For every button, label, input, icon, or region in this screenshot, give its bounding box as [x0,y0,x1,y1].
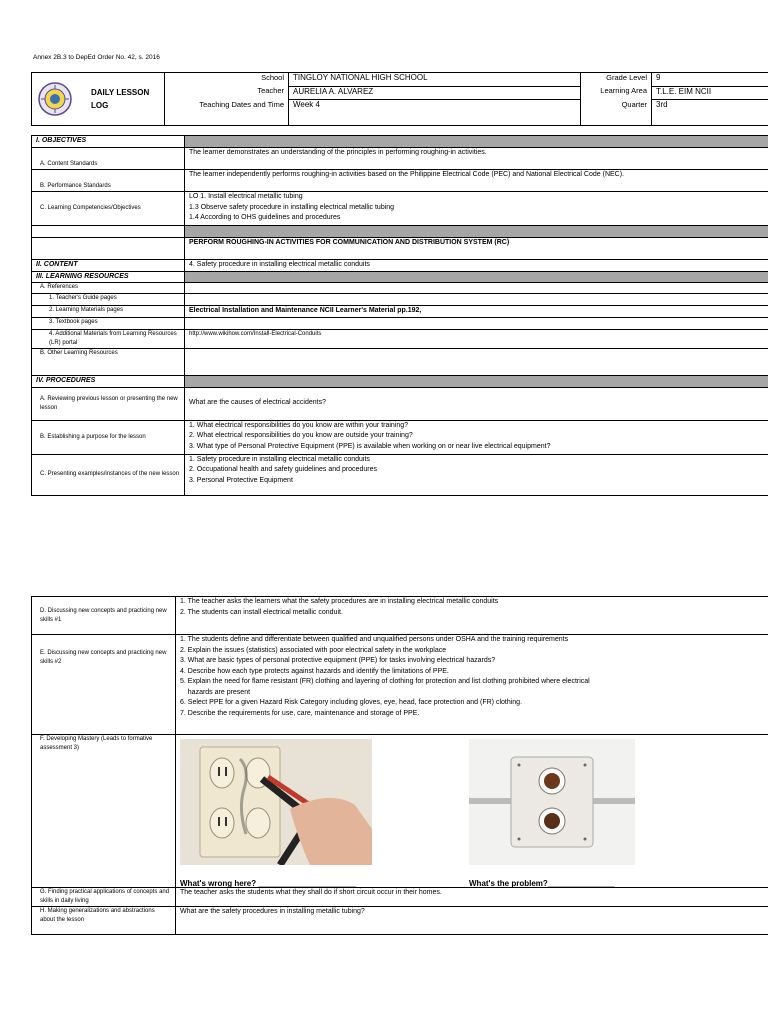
procedure-e-line: 5. Explain the need for flame resistant (FR) clothing and layering of clothing for protection and list clothing prohibited where electrical [180,678,590,685]
competency-code: PERFORM ROUGHING-IN ACTIVITIES FOR COMMUNICATION AND DISTRIBUTION SYSTEM (RC) [185,238,768,260]
content-heading: II. CONTENT [32,260,185,272]
procedure-c-line: 1. Safety procedure in installing electrical metallic conduits [189,455,370,463]
procedure-b-value [185,420,768,454]
learning-area-value: T.L.E. EIM NCII [652,86,768,100]
references-value [185,282,768,293]
quarter-label: Quarter [581,100,652,126]
procedure-d-line: 1. The teacher asks the learners what the safety procedures are in installing electrical metallic conduits [180,598,499,605]
procedure-e-line: 7. Describe the requirements for use, care, maintenance and storage of PPE. [180,709,420,717]
annex-reference: Annex 2B.3 to DepEd Order No. 42, s. 2016 [33,54,160,61]
competencies-value [185,192,768,226]
quarter-value: 3rd [652,100,768,126]
learning-materials-label: 2. Learning Materials pages [32,305,185,317]
procedure-d-label: D. Discussing new concepts and practicing new skills #1 [32,597,176,635]
procedure-e-line: hazards are present [180,688,251,696]
learning-materials-value: Electrical Installation and Maintenance NCII Learner's Material pp.192, [185,305,768,317]
procedure-h-value: What are the safety procedures in installing metallic tubing? [176,907,768,935]
textbook-value [185,317,768,329]
gray-band [185,271,768,282]
dates-value: Week 4 [289,100,581,126]
learning-resources-heading: III. LEARNING RESOURCES [32,271,185,282]
objectives-heading: I. OBJECTIVES [32,136,185,148]
procedure-c-line: 3. Personal Protective Equipment [189,476,293,484]
procedure-c-label: C. Presenting examples/instances of the new lesson [32,454,185,495]
header-table [31,72,768,126]
grade-value: 9 [652,73,768,87]
teacher-value: AURELIA A. ALVAREZ [289,86,581,100]
procedure-e-line: 3. What are basic types of personal protective equipment (PPE) for tasks involving electrical hazards? [180,657,496,664]
procedures-heading: IV. PROCEDURES [32,375,185,387]
procedure-b-line: 2. What electrical responsibilities do you know are outside your training? [189,432,413,439]
procedure-b-line: 1. What electrical responsibilities do you know are within your training? [189,421,409,429]
school-label: School [165,73,289,87]
other-resources-label: B. Other Learning Resources [32,348,185,375]
references-label: A. References [32,282,185,293]
performance-standards-label: B. Performance Standards [32,170,185,192]
procedure-b-label: B. Establishing a purpose for the lesson [32,420,185,454]
lesson-table-part2 [31,596,768,935]
school-value: TINGLOY NATIONAL HIGH SCHOOL [289,73,581,87]
learning-area-label: Learning Area [600,86,647,96]
header-title-cell [32,73,165,126]
content-standards-label: A. Content Standards [32,148,185,170]
blank-cell [32,226,185,238]
procedure-f-value [176,735,768,888]
additional-materials-label: 4. Additional Materials from Learning Resources (LR) portal [32,329,185,348]
competencies-label: C. Learning Competencies/Objectives [32,192,185,226]
procedure-c-value [185,454,768,495]
competency-line: 1.3 Observe safety procedure in installing electrical metallic tubing [189,203,395,211]
textbook-label: 3. Textbook pages [32,317,185,329]
gray-band [185,375,768,387]
procedure-e-value [176,635,768,735]
procedure-e-line: 6. Select PPE for a given Hazard Risk Category including gloves, eye, head, face protection and (FR) clothing. [180,699,523,706]
other-resources-value [185,348,768,375]
procedure-e-line: 2. Explain the issues (statistics) associated with poor electrical safety in the workplace [180,646,447,654]
damaged-outlet-photo [469,739,635,865]
competency-line: LO 1. Install electrical metallic tubing [189,193,303,200]
daily-lesson-title: DAILY LESSON [91,88,150,97]
teachers-guide-value [185,293,768,305]
grade-label: Grade Level [581,73,652,87]
procedure-d-line: 2. The students can install electrical metallic conduit. [180,608,343,616]
procedure-h-label: H. Making generalizations and abstractions about the lesson [32,907,176,935]
dates-label: Teaching Dates and Time [165,100,289,126]
gray-band [185,226,768,238]
procedure-f-label: F. Developing Mastery (Leads to formative assessment 3) [32,735,176,888]
procedure-g-label: G. Finding practical applications of concepts and skills in daily living [32,888,176,907]
procedure-e-line: 1. The students define and differentiate between qualified and unqualified persons under OSHA and the training requirements [180,636,569,643]
procedure-a-value: What are the causes of electrical accidents? [185,387,768,420]
additional-materials-value: http://www.wikihow.com/Install-Electrical-Conduits [185,329,768,348]
blank-cell [32,238,185,260]
procedure-g-value: The teacher asks the students what they shall do if short circuit occur in their homes. [176,888,768,907]
log-title: LOG [91,101,109,110]
outlet-plug-photo [180,739,372,865]
whats-wrong-caption: What's wrong here? ______________________ [180,879,357,888]
performance-standards-value: The learner independently performs roughing-in activities based on the Philippine Electrical Code (PEC) and National Electrical Code (NEC). [185,170,768,192]
gray-band [185,136,768,148]
procedure-e-line: 4. Describe how each type protects against hazards and identify the limitations of PPE. [180,667,449,675]
competency-line: 1.4 According to OHS guidelines and procedures [189,214,341,221]
whats-the-problem-caption: What's the problem?_______________ [469,879,615,888]
procedure-a-label: A. Reviewing previous lesson or presenting the new lesson [32,387,185,420]
lesson-table-part1 [31,135,768,496]
teachers-guide-label: 1. Teacher's Guide pages [32,293,185,305]
deped-seal-icon [38,82,72,116]
procedure-d-value [176,597,768,635]
teacher-label: Teacher [257,86,284,96]
content-standards-value: The learner demonstrates an understanding of the principles in performing roughing-in activities. [185,148,768,170]
procedure-e-label: E. Discussing new concepts and practicing new skills #2 [32,635,176,735]
procedure-c-line: 2. Occupational health and safety guidelines and procedures [189,466,377,473]
procedure-b-line: 3. What type of Personal Protective Equipment (PPE) is available when working on or near live electrical equipment? [189,442,551,450]
content-value: 4. Safety procedure in installing electrical metallic conduits [185,260,768,272]
